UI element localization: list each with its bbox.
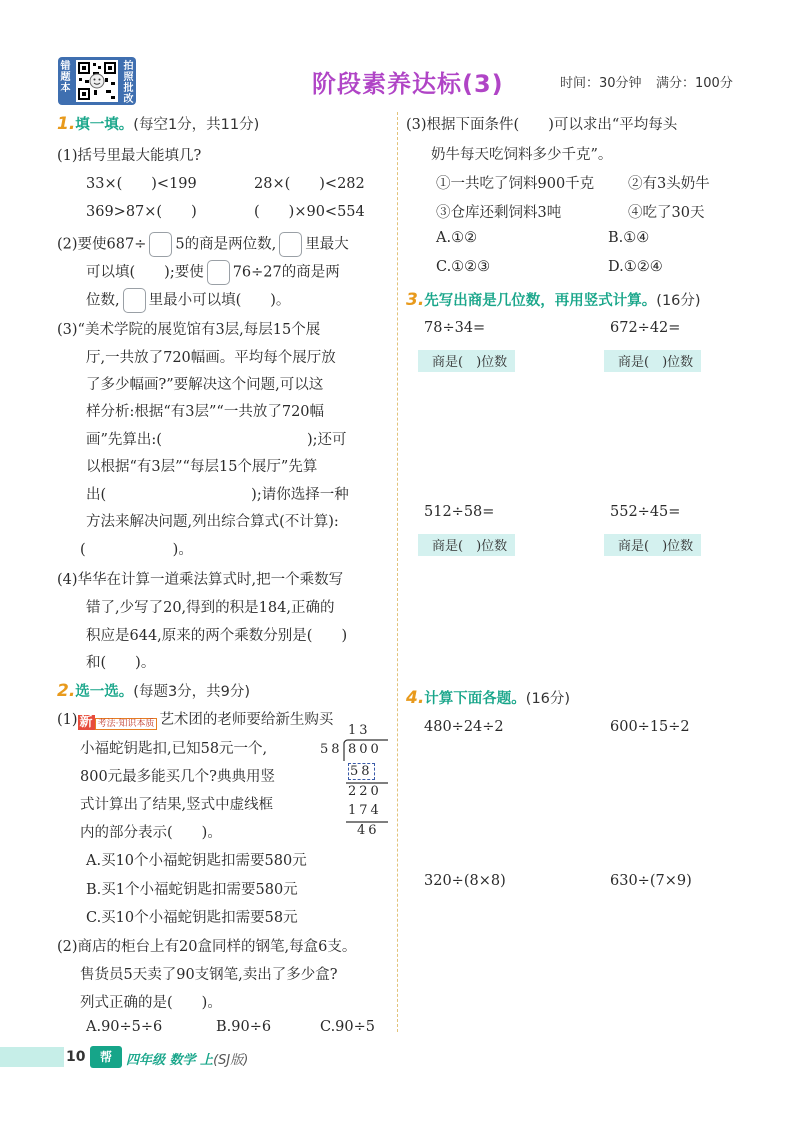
s1-q4-line2: 错了,少写了20,得到的积是184,正确的 [86, 600, 335, 616]
s1-q3-line7: 出( );请你选择一种 [86, 487, 349, 503]
s2-q1-line3: 800元最多能买几个?典典用竖 [80, 769, 275, 785]
division-remainder-1: 220 [348, 784, 382, 799]
blank-box[interactable] [279, 232, 302, 257]
s1-q1-d: ( )×90<554 [254, 204, 365, 220]
s1-q3-line2: 厅,一共放了720幅画。平均每个展厅放 [86, 350, 336, 366]
s3-hint-4: 商是( )位数 [604, 534, 701, 556]
column-divider [397, 112, 398, 1032]
s2-q2-option-c[interactable]: C.90÷5 [320, 1019, 376, 1035]
s2-q1-option-c[interactable]: C.买10个小福蛇钥匙扣需要58元 [86, 910, 298, 926]
s1-q3-line5: 画”先算出:( );还可 [86, 432, 347, 448]
division-dashed-box: 58 [350, 764, 373, 779]
section-1-title: 填一填。 [75, 117, 134, 133]
s3-hint-1: 商是( )位数 [418, 350, 515, 372]
s1-q2-line1 [57, 232, 349, 257]
s2-q2-line2: 售货员5天卖了90支钢笔,卖出了多少盒? [80, 967, 338, 983]
s1-q2-part3: 里最大 [305, 236, 349, 253]
s2-q2-line3: 列式正确的是( )。 [80, 995, 222, 1011]
s1-q4-line3: 积应是644,原来的两个乘数分别是( ) [86, 628, 348, 644]
section-2-number: 2. [57, 681, 76, 701]
division-remainder-2: 46 [357, 823, 380, 838]
s3-expr-2: 672÷42= [610, 320, 681, 336]
r-q3-line1: (3)根据下面条件( )可以求出“平均每头 [406, 117, 678, 133]
qr-code-icon [76, 60, 118, 102]
section-2-title: 选一选。 [75, 684, 134, 700]
s2-q1-text1: 艺术团的老师要给新生购买 [159, 712, 334, 728]
book-edition: (SJ版) [213, 1053, 249, 1068]
s3-expr-4: 552÷45= [610, 504, 681, 520]
r-q3-option-d[interactable]: D.①②④ [608, 259, 663, 275]
s2-q2-option-b[interactable]: B.90÷6 [216, 1019, 272, 1035]
division-subtract-2: 174 [348, 803, 382, 818]
s1-q1-a: 33×( )<199 [86, 176, 197, 192]
section-3-points: (16分) [656, 293, 701, 309]
s1-q1-b: 28×( )<282 [254, 176, 365, 192]
r-q3-option-c[interactable]: C.①②③ [436, 259, 491, 275]
section-4-title: 计算下面各题。 [424, 691, 526, 707]
s1-q2-line3-text-b: 里最小可以填( )。 [148, 292, 291, 309]
s1-q2-line3-text-a: 位数, [86, 292, 120, 309]
s1-q3-line4: 样分析:根据“有3层”“一共放了720幅 [86, 404, 325, 420]
s4-expr-2: 600÷15÷2 [610, 719, 690, 735]
section-1-header [57, 113, 259, 134]
s3-expr-1: 78÷34= [424, 320, 486, 336]
section-2-points: (每题3分，共9分) [133, 684, 251, 700]
division-dividend: 800 [348, 742, 382, 757]
page-number: 10 [66, 1049, 86, 1065]
s1-q2-line2-text: 可以填( );要使 [86, 264, 204, 281]
division-quotient: 13 [348, 723, 371, 738]
qr-code-badge[interactable] [58, 57, 136, 105]
s1-q2-part2: 5的商是两位数, [175, 236, 277, 253]
section-4-number: 4. [406, 688, 425, 708]
s1-q1-stem: (1)括号里最大能填几? [57, 148, 202, 164]
s1-q2-part1: (2)要使687÷ [57, 236, 147, 253]
s2-q1-line2: 小福蛇钥匙扣,已知58元一个, [80, 741, 268, 757]
new-question-tag [78, 711, 158, 730]
s1-q4-line1: (4)华华在计算一道乘法算式时,把一个乘数写 [57, 572, 344, 588]
full-score: 满分：100分 [656, 76, 733, 91]
r-q3-condition-2: ②有3头奶牛 [628, 176, 710, 192]
s1-q2-line3 [86, 288, 290, 313]
long-division-diagram [320, 723, 390, 838]
r-q3-condition-4: ④吃了30天 [628, 205, 705, 221]
time-limit: 时间：30分钟 [560, 76, 642, 91]
s2-q1-line5: 内的部分表示( )。 [80, 825, 222, 841]
s4-expr-3: 320÷(8×8) [424, 873, 506, 889]
section-4-points: (16分) [525, 691, 571, 707]
book-grade: 四年级 数学 上 [126, 1053, 214, 1068]
s2-q1-option-a[interactable]: A.买10个小福蛇钥匙扣需要580元 [86, 853, 307, 869]
s1-q3-line8: 方法来解决问题,列出综合算式(不计算): [86, 514, 339, 530]
section-4-header [406, 687, 570, 708]
s4-expr-4: 630÷(7×9) [610, 873, 692, 889]
qr-left-label: 错题本 [60, 61, 71, 94]
s2-q2-line1: (2)商店的柜台上有20盒同样的钢笔,每盒6支。 [57, 939, 357, 955]
s1-q1-c: 369>87×( ) [86, 204, 197, 220]
r-q3-option-a[interactable]: A.①② [436, 230, 478, 246]
blank-box[interactable] [207, 260, 230, 285]
footer-color-bar [0, 1047, 64, 1067]
s2-q1-option-b[interactable]: B.买1个小福蛇钥匙扣需要580元 [86, 882, 298, 898]
r-q3-condition-3: ③仓库还剩饲料3吨 [436, 205, 562, 221]
s2-q2-option-a[interactable]: A.90÷5÷6 [86, 1019, 163, 1035]
section-1-points: (每空1分，共11分) [133, 117, 260, 133]
s2-q1-line4: 式计算出了结果,竖式中虚线框 [80, 797, 274, 813]
s1-q3-line3: 了多少幅画?”要解决这个问题,可以这 [86, 377, 324, 393]
r-q3-condition-1: ①一共吃了饲料900千克 [436, 176, 595, 192]
page-title: 阶段素养达标(3) [312, 70, 504, 98]
s1-q3-line6: 以根据“有3层”“每层15个展厅”先算 [86, 459, 318, 475]
s3-hint-3: 商是( )位数 [418, 534, 515, 556]
tag-new: 新 [79, 714, 93, 730]
section-2-header [57, 680, 250, 701]
section-1-number: 1. [57, 114, 76, 134]
s3-expr-3: 512÷58= [424, 504, 495, 520]
r-q3-option-b[interactable]: B.①④ [608, 230, 650, 246]
s4-expr-1: 480÷24÷2 [424, 719, 504, 735]
s1-q2-line2 [86, 260, 340, 285]
qr-right-label: 拍照批改 [123, 61, 134, 105]
blank-box[interactable] [123, 288, 146, 313]
tag-label: 考法·知识本质 [95, 718, 158, 730]
r-q3-line2: 奶牛每天吃饲料多少千克”。 [431, 147, 613, 163]
s2-q1-prefix: (1) [57, 712, 78, 728]
division-divisor: 58 [320, 742, 343, 757]
s1-q3-line9: ( )。 [80, 542, 193, 558]
s1-q3-line1: (3)“美术学院的展览馆有3层,每层15个展 [57, 322, 321, 338]
s3-hint-2: 商是( )位数 [604, 350, 701, 372]
s1-q4-line4: 和( )。 [86, 655, 156, 671]
division-bracket [320, 723, 390, 843]
blank-box[interactable] [149, 232, 172, 257]
publisher-logo: 帮 [90, 1046, 122, 1068]
section-3-header [406, 289, 701, 310]
section-3-number: 3. [406, 290, 425, 310]
section-3-title: 先写出商是几位数，再用竖式计算。 [424, 293, 657, 309]
s2-q1-line1 [57, 708, 333, 730]
s1-q2-line2-text-b: 76÷27的商是两 [232, 264, 340, 281]
book-label [126, 1049, 248, 1068]
